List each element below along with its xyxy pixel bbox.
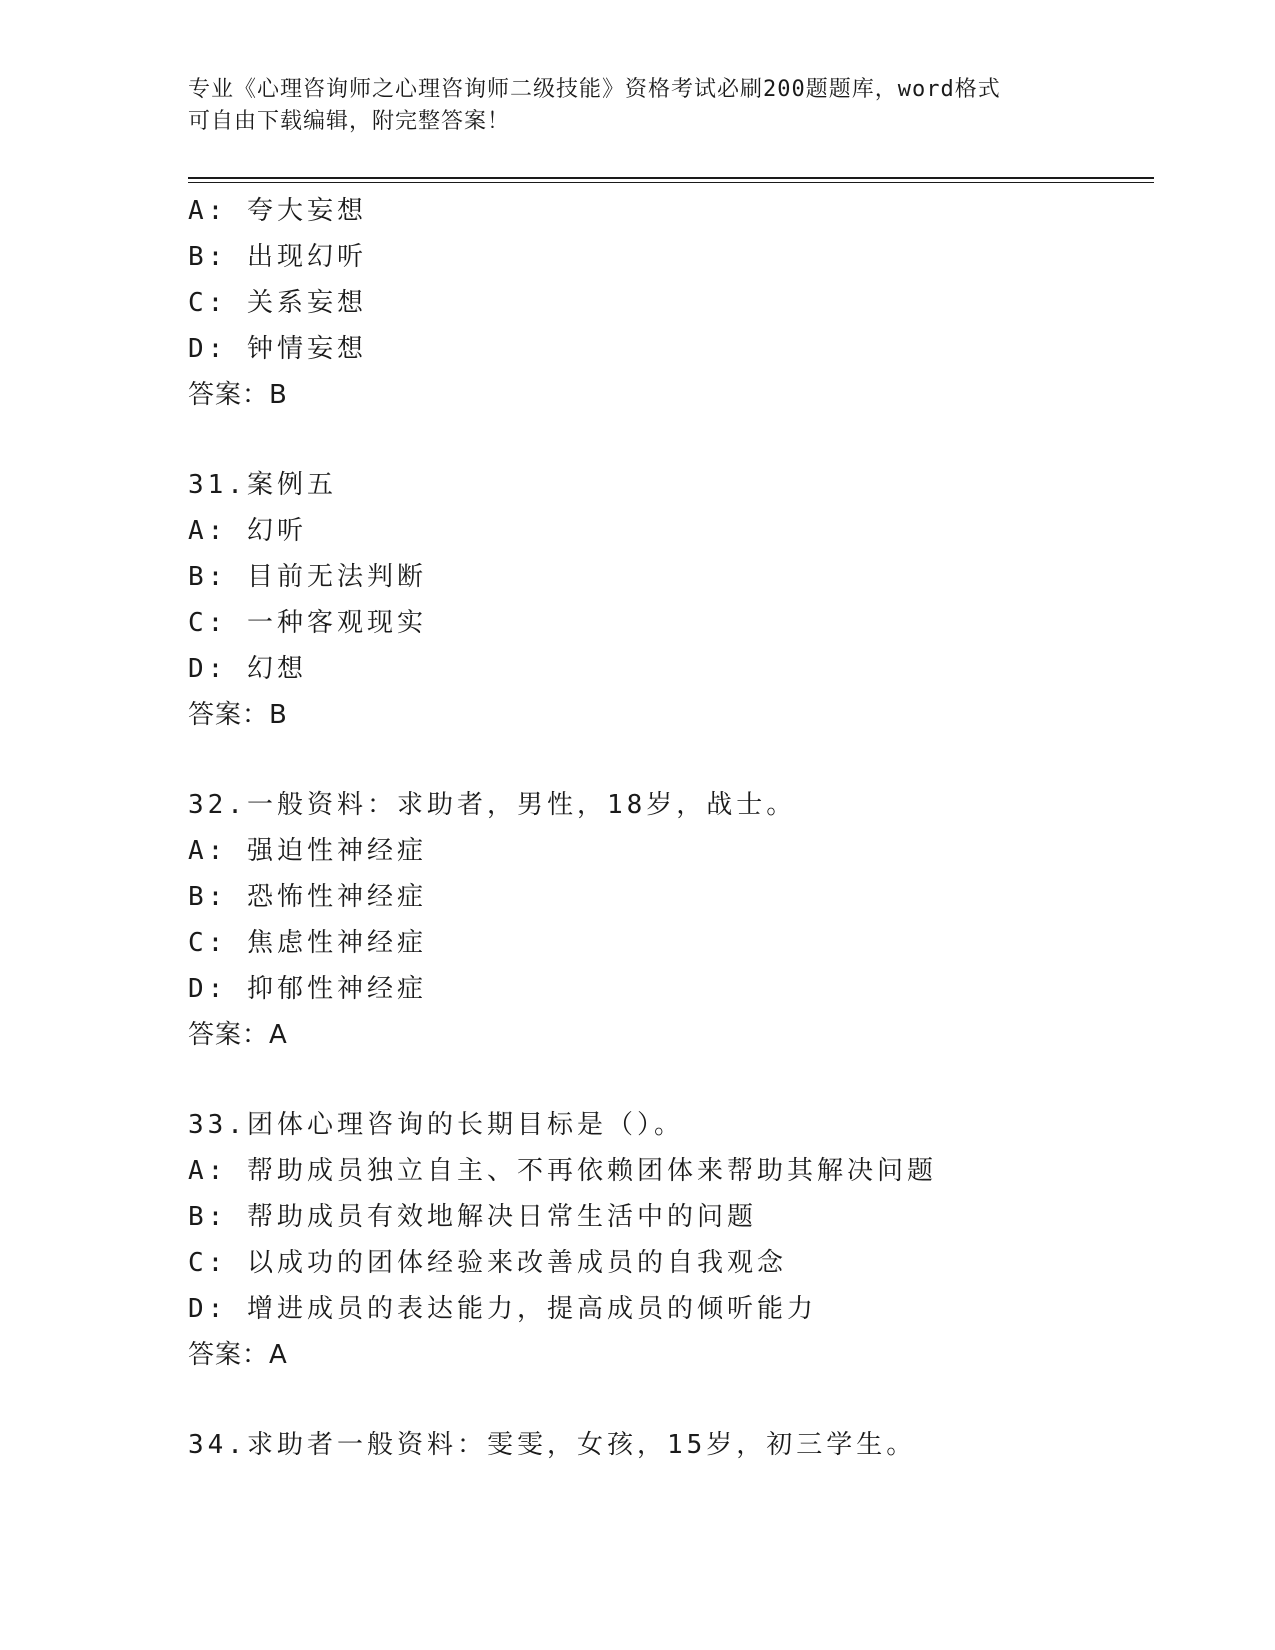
question-text: 34.求助者一般资料：雯雯，女孩，15岁，初三学生。 <box>188 1430 917 1460</box>
option-d: D: 幻想 <box>188 654 307 684</box>
option-a: A: 帮助成员独立自主、不再依赖团体来帮助其解决问题 <box>188 1156 937 1186</box>
option-c: C: 焦虑性神经症 <box>188 928 427 958</box>
question-text: 32.一般资料：求助者，男性，18岁，战士。 <box>188 790 797 820</box>
header-divider <box>188 177 1154 179</box>
option-d: D: 钟情妄想 <box>188 334 367 364</box>
option-a: A: 强迫性神经症 <box>188 836 427 866</box>
question-text: 31.案例五 <box>188 470 337 500</box>
option-b: B: 出现幻听 <box>188 242 367 272</box>
question-block <box>188 782 1148 1058</box>
option-b: B: 恐怖性神经症 <box>188 882 427 912</box>
option-c: C: 一种客观现实 <box>188 608 427 638</box>
question-text: 33.团体心理咨询的长期目标是（）。 <box>188 1110 684 1140</box>
option-a: A: 幻听 <box>188 516 307 546</box>
question-block <box>188 1102 1148 1378</box>
header-line-2: 可自由下载编辑，附完整答案！ <box>188 109 511 134</box>
header-line-1: 专业《心理咨询师之心理咨询师二级技能》资格考试必刷200题题库，word格式 <box>188 77 1001 102</box>
answer-line: 答案：A <box>188 1020 288 1050</box>
question-list <box>188 188 1148 1468</box>
option-c: C: 关系妄想 <box>188 288 367 318</box>
answer-line: 答案：A <box>188 1340 288 1370</box>
option-d: D: 抑郁性神经症 <box>188 974 427 1004</box>
question-block <box>188 462 1148 738</box>
block-spacer <box>188 738 1148 782</box>
answer-line: 答案：B <box>188 700 288 730</box>
option-c: C: 以成功的团体经验来改善成员的自我观念 <box>188 1248 787 1278</box>
question-block <box>188 188 1148 418</box>
document-header <box>188 74 1088 138</box>
option-d: D: 增进成员的表达能力，提高成员的倾听能力 <box>188 1294 817 1324</box>
option-a: A: 夸大妄想 <box>188 196 367 226</box>
question-block <box>188 1422 1148 1468</box>
header-divider-thin <box>188 182 1154 183</box>
block-spacer <box>188 1058 1148 1102</box>
block-spacer <box>188 418 1148 462</box>
block-spacer <box>188 1378 1148 1422</box>
answer-line: 答案：B <box>188 380 288 410</box>
option-b: B: 帮助成员有效地解决日常生活中的问题 <box>188 1202 757 1232</box>
option-b: B: 目前无法判断 <box>188 562 427 592</box>
